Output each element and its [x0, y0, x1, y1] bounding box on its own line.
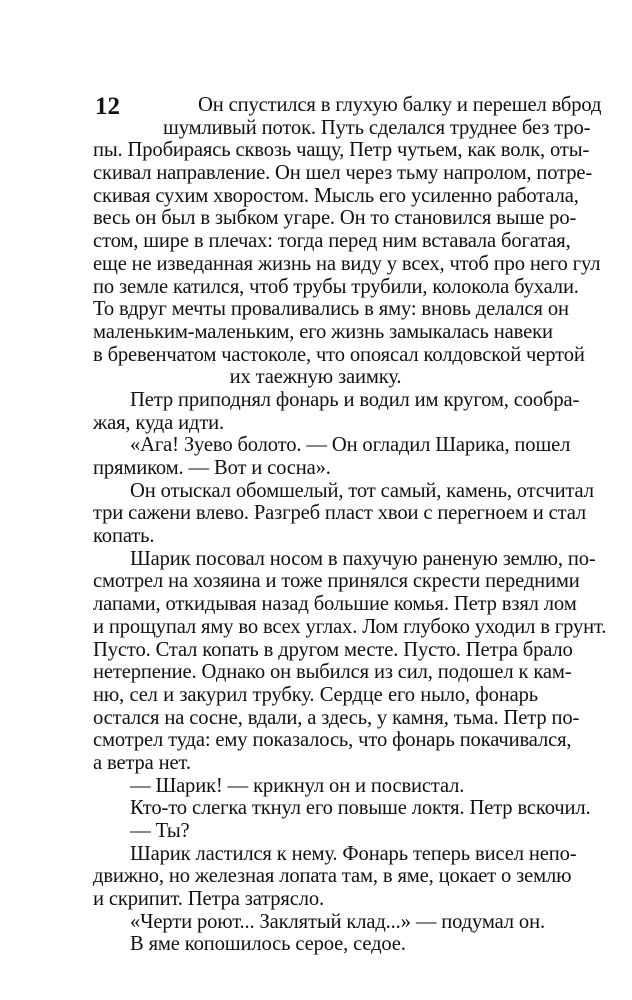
- text-line: Он отыскал обомшелый, тот самый, камень, отсчитал: [130, 479, 594, 502]
- text-line: по земле катился, чтоб трубы трубили, колокола бухали.: [93, 275, 579, 298]
- text-line: весь он был в зыбком угаре. Он то становился выше ро-: [93, 207, 577, 230]
- text-line: В яме копошилось серое, седое.: [130, 933, 406, 956]
- text-line: маленьким-маленьким, его жизнь замыкалась навеки: [93, 320, 553, 343]
- text-line: — Ты?: [130, 820, 190, 842]
- text-line: Шарик ластился к нему. Фонарь теперь висел непо-: [130, 842, 577, 865]
- text-line: в бревенчатом частоколе, что опоясал колдовской чертой: [93, 343, 585, 366]
- text-line: лапами, откидывая назад большие комья. Петр взял лом: [93, 593, 577, 616]
- page-number: 12: [95, 93, 120, 120]
- text-line: — Шарик! — крикнул он и посвистал.: [130, 774, 465, 797]
- text-line: То вдруг мечты проваливались в яму: вновь делался он: [93, 298, 569, 321]
- text-line: еще не изведанная жизнь на виду у всех, чтоб про него гул: [93, 252, 601, 275]
- text-line: шумливый поток. Путь сделался труднее без тро-: [163, 116, 591, 139]
- text-line: Кто-то слегка ткнул его повыше локтя. Петр вскочил.: [130, 797, 591, 820]
- text-line: «Ага! Зуево болото. — Он огладил Шарика, пошел: [130, 434, 571, 457]
- text-line: и прощупал яму во всех углах. Лом глубоко уходил в грунт.: [93, 615, 607, 638]
- text-line: Петр приподнял фонарь и водил им кругом, сообра-: [130, 388, 580, 411]
- text-line: нетерпение. Однако он выбился из сил, подошел к кам-: [93, 661, 572, 684]
- body-text: [93, 94, 607, 956]
- text-line: движно, но железная лопата там, в яме, цокает о землю: [93, 865, 572, 888]
- text-line: а ветра нет.: [93, 751, 191, 774]
- text-line: прямиком. — Вот и сосна».: [93, 457, 331, 479]
- text-line: остался на сосне, вдали, а здесь, у камня, тьма. Петр по-: [93, 706, 580, 729]
- text-line: пы. Пробираясь сквозь чащу, Петр чутьем, как волк, оты-: [93, 139, 590, 162]
- text-line: «Черти роют... Заклятый клад...» — подумал он.: [130, 910, 545, 933]
- text-line: три сажени влево. Разгреб пласт хвои с перегноем и стал: [93, 502, 587, 525]
- text-line: ню, сел и закурил трубку. Сердце его ныло, фонарь: [93, 683, 538, 706]
- text-line: Он спустился в глухую балку и перешел вброд: [198, 94, 602, 116]
- text-line: и скрипит. Петра затрясло.: [93, 888, 324, 911]
- text-line: смотрел туда: ему показалось, что фонарь покачивался,: [93, 729, 572, 752]
- text-line: скивая сухим хворостом. Мысль его усиленно работала,: [93, 184, 579, 207]
- text-line: Пусто. Стал копать в другом месте. Пусто. Петра брало: [93, 638, 573, 661]
- text-line: их таежную заимку.: [229, 366, 402, 389]
- text-line: копать.: [93, 525, 155, 548]
- text-line: стом, шире в плечах: тогда перед ним вставала богатая,: [93, 230, 571, 253]
- text-line: смотрел на хозяина и тоже принялся скрести передними: [93, 570, 580, 593]
- text-line: Шарик посовал носом в пахучую раненую землю, по-: [130, 547, 596, 570]
- text-line: жая, куда идти.: [93, 411, 225, 434]
- text-line: скивал направление. Он шел через тьму напролом, потре-: [93, 162, 593, 185]
